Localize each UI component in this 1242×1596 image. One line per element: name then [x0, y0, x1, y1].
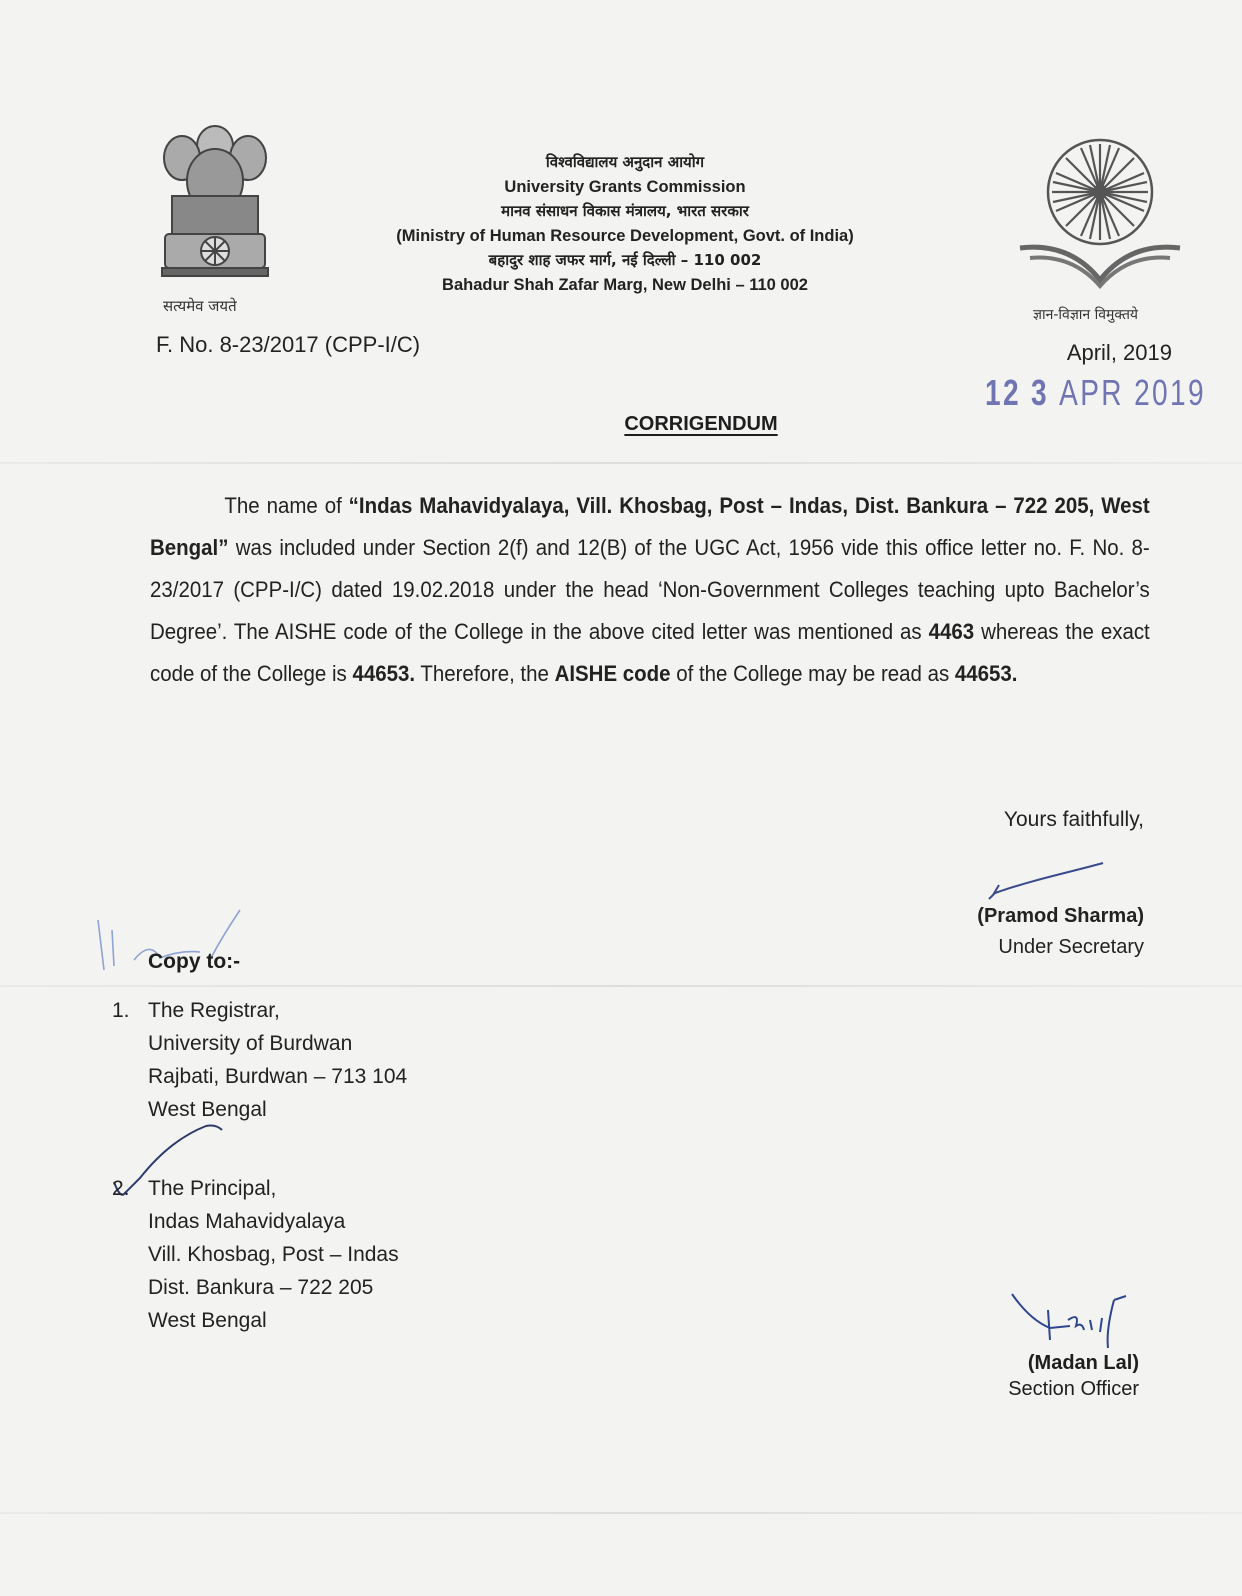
header-hindi-address: बहादुर शाह जफर मार्ग, नई दिल्ली – 110 002: [488, 251, 762, 269]
address-line: West Bengal: [148, 1098, 267, 1121]
address-line: Indas Mahavidyalaya: [148, 1210, 346, 1233]
aishe-code-label: AISHE code: [554, 661, 671, 686]
stamp-day: 12 3: [985, 372, 1050, 413]
address-line: West Bengal: [148, 1309, 267, 1332]
paper-fold: [0, 1512, 1242, 1514]
header-english-ministry: (Ministry of Human Resource Development, Govt. of India): [396, 226, 854, 245]
body-text: of the College may be read as: [670, 661, 955, 686]
closing: Yours faithfully,: [1003, 808, 1144, 831]
address-line: Vill. Khosbag, Post – Indas: [148, 1243, 399, 1266]
signatory-1-name: (Pramod Sharma): [977, 905, 1144, 927]
stamp-month-year: APR 2019: [1059, 372, 1206, 413]
paper-fold: [0, 462, 1242, 464]
address-line: Rajbati, Burdwan – 713 104: [148, 1065, 408, 1088]
received-date-stamp: [985, 372, 1206, 414]
body-text: Therefore, the: [415, 661, 555, 686]
copy-to-label: Copy to:-: [148, 950, 241, 973]
signature-pramod-sharma: [985, 855, 1105, 905]
signatory-1-title: Under Secretary: [998, 936, 1144, 958]
signatory-2-title: Section Officer: [1008, 1378, 1139, 1400]
handwritten-initials: [90, 900, 280, 990]
list-number: 1.: [112, 999, 130, 1022]
national-emblem-icon: [150, 106, 280, 296]
ugc-logo-icon: [1010, 130, 1190, 290]
header-english-name: University Grants Commission: [504, 177, 746, 196]
correct-aishe-code: 44653.: [954, 661, 1018, 686]
header-english-address: Bahadur Shah Zafar Marg, New Delhi – 110 002: [442, 275, 808, 294]
body-text: whereas the exact code of the College is: [150, 619, 1150, 686]
list-number: 2.: [112, 1177, 130, 1200]
letter-date: April, 2019: [1066, 340, 1172, 365]
signatory-2-name: (Madan Lal): [1027, 1352, 1139, 1374]
signature-madan-lal: [1010, 1290, 1130, 1350]
address-line: The Registrar,: [148, 999, 280, 1022]
header-hindi-ministry: मानव संसाधन विकास मंत्रालय, भारत सरकार: [501, 202, 749, 220]
body-text: was included under Section 2(f) and 12(B) of the UGC Act, 1956 vide this office letter no. F. No. 8-23/2017 (CPP-I/C) dated 19.02.2018 under the head ‘Non-Government Colleges teaching upto Bachelor’s Degree’. The AISHE code of the College in the above cited letter was mentioned as: [150, 535, 1150, 644]
college-name: “Indas Mahavidyalaya, Vill. Khosbag, Post – Indas, Dist. Bankura – 722 205, West Bengal”: [150, 493, 1150, 560]
header-hindi-name: विश्वविद्यालय अनुदान आयोग: [545, 153, 705, 171]
letterhead: [360, 150, 890, 297]
address-line: Dist. Bankura – 722 205: [148, 1276, 374, 1299]
corrigendum-body: [150, 485, 1150, 695]
document-title: CORRIGENDUM: [624, 413, 778, 435]
ugc-logo-caption: ज्ञान-विज्ञान विमुक्तये: [1033, 307, 1139, 323]
correct-aishe-code: 44653.: [352, 661, 416, 686]
address-line: University of Burdwan: [148, 1032, 353, 1055]
old-aishe-code: 4463: [928, 619, 975, 644]
emblem-caption: सत्यमेव जयते: [163, 297, 237, 315]
body-text: The name of: [224, 493, 349, 518]
address-line: The Principal,: [148, 1177, 277, 1200]
file-number: F. No. 8-23/2017 (CPP-I/C): [156, 332, 421, 357]
